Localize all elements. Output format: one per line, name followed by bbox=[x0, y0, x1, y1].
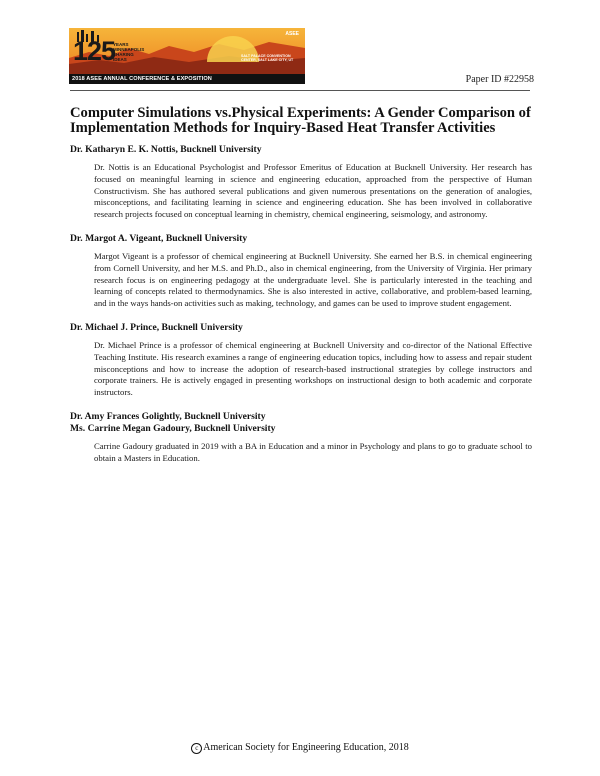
author-bio: Dr. Nottis is an Educational Psychologist and Professor Emeritus of Education at Bucknell University. Her research has focused on meaningful learning in science and engineering education, approached from the perspective of Human Constructivism. She has authored several publications and given numerous presentations on the generation of analogies, misconceptions, and facilitating learning in science and engineering education. She has been involved in collaborative research projects focused on conceptual learning in chemistry, chemical engineering, seismology, and astronomy. bbox=[94, 162, 532, 220]
banner-conference-bar: 2018 ASEE ANNUAL CONFERENCE & EXPOSITION bbox=[69, 74, 305, 84]
copyright-footer bbox=[0, 742, 600, 754]
header-divider bbox=[70, 90, 530, 91]
copyright-icon: c bbox=[191, 743, 202, 754]
author-name: Dr. Margot A. Vigeant, Bucknell University bbox=[70, 232, 248, 244]
author-name: Dr. Michael J. Prince, Bucknell University bbox=[70, 321, 243, 333]
copyright-text: American Society for Engineering Education, 2018 bbox=[203, 742, 409, 753]
author-bio: Dr. Michael Prince is a professor of chemical engineering at Bucknell University and co-director of the National Effective Teaching Institute. His research examines a range of engineering education topics, including how to assess and repair student misconceptions and how to increase the adoption of research-based instructional strategies by college instructors and corporate trainers. He is actively engaged in presenting workshops on instructional design to both academic and corporate instructors. bbox=[94, 339, 532, 398]
asee-logo-text: ASEE bbox=[285, 31, 299, 37]
author-name: Ms. Carrine Megan Gadoury, Bucknell University bbox=[70, 422, 276, 434]
banner-years-text: YEARS MINNEAPOLIS SHARING IDEAS bbox=[113, 42, 145, 62]
conference-banner bbox=[69, 28, 305, 84]
author-bio: Carrine Gadoury graduated in 2019 with a BA in Education and a minor in Psychology and plans to go to graduate school to obtain a Masters in Education. bbox=[94, 440, 532, 463]
author-bio: Margot Vigeant is a professor of chemical engineering at Bucknell University. She earned her B.S. in chemical engineering from Cornell University, and her M.S. and Ph.D., also in chemical engineering, from the University of Virginia. Her primary research focus is on engineering pedagogy at the undergraduate level. She is particularly interested in the teaching and learning of concepts related to thermodynamics. She is also interested in active, collaborative, and problem-based learning, and in the ways hands-on activities such as making, technology, and games can be used to improve student engagement. bbox=[94, 250, 532, 309]
author-name: Dr. Amy Frances Golightly, Bucknell University bbox=[70, 410, 266, 422]
author-name: Dr. Katharyn E. K. Nottis, Bucknell University bbox=[70, 144, 262, 155]
author-list bbox=[70, 144, 532, 477]
paper-id: Paper ID #22958 bbox=[465, 74, 534, 85]
paper-title: Computer Simulations vs.Physical Experiments: A Gender Comparison of Implementation Methods for Inquiry-Based Heat Transfer Activities bbox=[70, 105, 531, 136]
banner-number: 125 bbox=[73, 36, 116, 66]
banner-venue-text: SALT PALACE CONVENTION CENTER, SALT LAKE CITY, UT bbox=[241, 54, 294, 63]
